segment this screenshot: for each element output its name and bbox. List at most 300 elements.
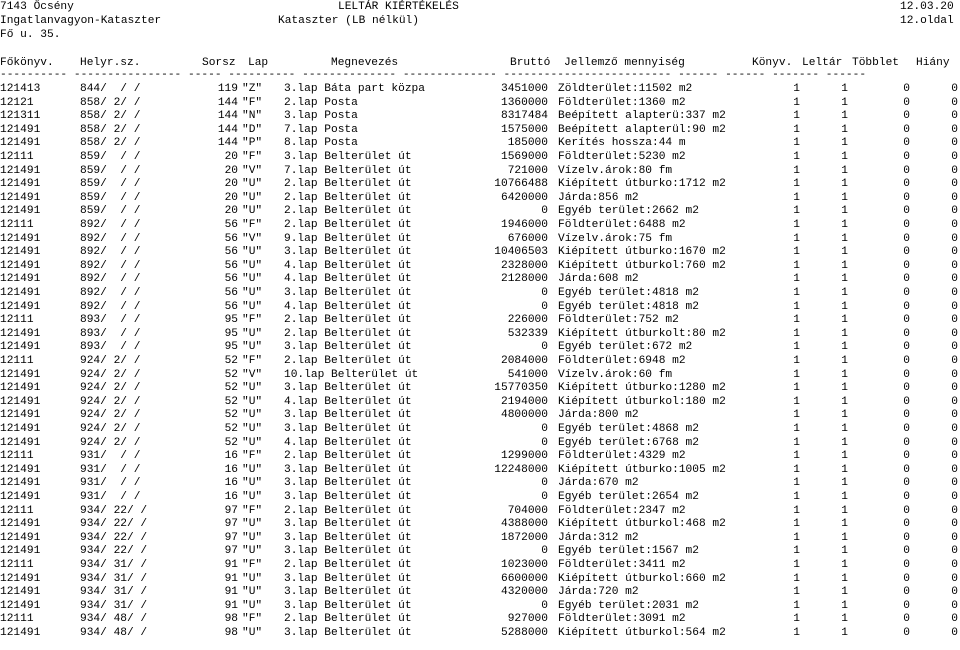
cell-tobblet: 0 [903,205,910,218]
cell-fokonyv: 121491 [0,436,41,449]
cell-megnevezes: 3.lap Belterület út [284,477,412,490]
cell-konyv: 1 [793,151,800,163]
cell-sorsz: 91 [224,559,238,571]
table-row [0,218,960,232]
table-row [0,150,960,164]
cell-jellemzo: Járda:670 m2 [558,477,639,490]
cell-jellemzo: Földterület:5230 m2 [558,151,686,163]
cell-hiany: 0 [951,110,958,123]
cell-lap: "F" [242,96,263,109]
cell-lap: "N" [242,110,263,123]
cell-brutto: 1946000 [501,219,548,231]
table-row [0,96,960,110]
table-row [0,245,960,259]
cell-konyv: 1 [793,477,800,490]
cell-lap: "U" [242,518,263,531]
cell-lap: "U" [242,273,263,286]
cell-megnevezes: 9.lap Belterület út [284,232,412,245]
cell-brutto: 5288000 [501,627,548,639]
cell-sorsz: 95 [224,314,238,327]
cell-tobblet: 0 [903,123,910,136]
cell-sorsz: 97 [224,531,238,544]
cell-hiany: 0 [951,463,958,476]
cell-tobblet: 0 [903,477,910,490]
cell-fokonyv: 121491 [0,327,41,340]
cell-leltar: 1 [841,341,848,354]
table-row [0,504,960,518]
cell-brutto: 1360000 [501,96,548,109]
cell-tobblet: 0 [903,327,910,340]
cell-fokonyv: 121491 [0,531,41,544]
cell-hiany: 0 [951,368,958,381]
cell-fokonyv: 121491 [0,477,41,490]
cell-helyrsz: 893/ / / [80,327,141,340]
cell-jellemzo: Földterület:752 m2 [558,314,679,327]
cell-jellemzo: Vízelv.árok:80 fm [558,164,673,177]
cell-sorsz: 144 [217,123,238,136]
cell-jellemzo: Kiépített útburko:1280 m2 [558,382,726,395]
cell-brutto: 0 [541,477,548,490]
cell-lap: "V" [242,232,263,245]
cell-megnevezes: 2.lap Belterület út [284,450,412,463]
cell-sorsz: 97 [224,504,238,517]
cell-helyrsz: 892/ / / [80,219,141,231]
cell-lap: "U" [242,599,263,612]
cell-tobblet: 0 [903,491,910,503]
cell-lap: "U" [242,423,263,435]
cell-konyv: 1 [793,423,800,435]
col-konyv: Könyv. [752,57,793,69]
cell-brutto: 8317484 [501,110,548,123]
cell-sorsz: 20 [224,205,238,218]
cell-konyv: 1 [793,531,800,544]
table-row [0,313,960,327]
cell-tobblet: 0 [903,518,910,531]
col-leltar: Leltár [802,57,843,69]
cell-brutto: 0 [541,599,548,612]
table-row [0,191,960,205]
col-helyrsz: Helyr.sz. [80,57,141,69]
cell-tobblet: 0 [903,83,910,95]
cell-brutto: 10766488 [494,178,548,191]
cell-leltar: 1 [841,463,848,476]
cell-fokonyv: 121491 [0,123,41,136]
cell-lap: "U" [242,586,263,599]
cell-jellemzo: Kiépített útburkol:660 m2 [558,572,726,585]
cell-hiany: 0 [951,191,958,204]
cell-lap: "U" [242,205,263,218]
table-row [0,422,960,436]
cell-tobblet: 0 [903,463,910,476]
cell-brutto: 6420000 [501,191,548,204]
cell-leltar: 1 [841,96,848,109]
cell-jellemzo: Földterület:6488 m2 [558,219,686,231]
cell-fokonyv: 121491 [0,491,41,503]
cell-helyrsz: 893/ / / [80,341,141,354]
cell-fokonyv: 121491 [0,232,41,245]
report-date: 12.03.20 [900,1,954,13]
register-name: Ingatlanvagyon-Kataszter [0,15,162,27]
cell-jellemzo: Kiépített útburkol:468 m2 [558,518,726,531]
cell-brutto: 1569000 [501,151,548,163]
cell-sorsz: 52 [224,395,238,408]
cell-leltar: 1 [841,300,848,313]
cell-jellemzo: Egyéb terület:672 m2 [558,341,693,354]
cell-fokonyv: 121491 [0,395,41,408]
cell-megnevezes: 3.lap Belterület út [284,463,412,476]
cell-leltar: 1 [841,110,848,123]
cell-brutto: 2194000 [501,395,548,408]
cell-helyrsz: 844/ / / [80,83,141,95]
cell-konyv: 1 [793,355,800,367]
cell-konyv: 1 [793,137,800,150]
cell-sorsz: 91 [224,599,238,612]
table-row [0,612,960,626]
page-number: 12.oldal [900,15,954,27]
cell-brutto: 0 [541,287,548,299]
cell-fokonyv: 121491 [0,382,41,395]
cell-leltar: 1 [841,450,848,463]
cell-leltar: 1 [841,178,848,191]
cell-konyv: 1 [793,219,800,231]
cell-megnevezes: 2.lap Belterület út [284,178,412,191]
cell-hiany: 0 [951,545,958,558]
cell-leltar: 1 [841,436,848,449]
cell-hiany: 0 [951,423,958,435]
cell-lap: "U" [242,409,263,422]
cell-konyv: 1 [793,599,800,612]
cell-leltar: 1 [841,273,848,286]
col-fokonyv: Főkönyv. [0,57,54,69]
cell-sorsz: 56 [224,219,238,231]
cell-fokonyv: 121491 [0,572,41,585]
cell-brutto: 1299000 [501,450,548,463]
cell-leltar: 1 [841,491,848,503]
cell-megnevezes: 2.lap Belterület út [284,219,412,231]
cell-hiany: 0 [951,300,958,313]
cell-fokonyv: 121491 [0,627,41,639]
cell-tobblet: 0 [903,504,910,517]
cell-konyv: 1 [793,96,800,109]
cell-jellemzo: Járda:608 m2 [558,273,639,286]
cell-sorsz: 98 [224,613,238,626]
cell-helyrsz: 858/ 2/ / [80,110,141,123]
cell-tobblet: 0 [903,599,910,612]
cell-lap: "U" [242,545,263,558]
cell-konyv: 1 [793,123,800,136]
cell-megnevezes: 3.lap Belterület út [284,518,412,531]
cell-konyv: 1 [793,178,800,191]
table-row [0,259,960,273]
cell-helyrsz: 892/ / / [80,300,141,313]
table-row [0,177,960,191]
cell-fokonyv: 12111 [0,355,34,367]
cell-leltar: 1 [841,327,848,340]
table-row [0,558,960,572]
cell-megnevezes: 4.lap Belterület út [284,300,412,313]
table-row [0,204,960,218]
cell-megnevezes: 3.lap Belterület út [284,627,412,639]
cell-jellemzo: Egyéb terület:6768 m2 [558,436,699,449]
cell-konyv: 1 [793,327,800,340]
cell-hiany: 0 [951,477,958,490]
cell-helyrsz: 931/ / / [80,463,141,476]
cell-jellemzo: Kiépített útburkol:180 m2 [558,395,726,408]
cell-lap: "U" [242,178,263,191]
cell-sorsz: 91 [224,586,238,599]
cell-brutto: 4800000 [501,409,548,422]
cell-sorsz: 20 [224,178,238,191]
cell-jellemzo: Beépített alapterü:337 m2 [558,110,726,123]
cell-megnevezes: 8.lap Posta [284,137,358,150]
cell-megnevezes: 4.lap Belterület út [284,273,412,286]
table-row [0,368,960,382]
cell-jellemzo: Járda:720 m2 [558,586,639,599]
cell-fokonyv: 121491 [0,409,41,422]
cell-leltar: 1 [841,314,848,327]
cell-jellemzo: Egyéb terület:4868 m2 [558,423,699,435]
cell-hiany: 0 [951,341,958,354]
cell-brutto: 4388000 [501,518,548,531]
cell-megnevezes: 10.lap Belterület út [284,368,419,381]
cell-lap: "U" [242,259,263,272]
cell-konyv: 1 [793,110,800,123]
cell-sorsz: 56 [224,273,238,286]
cell-hiany: 0 [951,287,958,299]
col-tobblet: Többlet [852,57,899,69]
cell-leltar: 1 [841,191,848,204]
cell-hiany: 0 [951,409,958,422]
cell-leltar: 1 [841,409,848,422]
cell-megnevezes: 3.lap Báta part közpa [284,83,425,95]
cell-brutto: 4320000 [501,586,548,599]
cell-leltar: 1 [841,205,848,218]
cell-brutto: 721000 [507,164,548,177]
table-row [0,585,960,599]
cell-brutto: 15770350 [494,382,548,395]
register-subtitle: Kataszter (LB nélkül) [278,15,419,27]
cell-fokonyv: 121491 [0,599,41,612]
cell-brutto: 676000 [507,232,548,245]
cell-fokonyv: 121413 [0,83,41,95]
cell-fokonyv: 121491 [0,423,41,435]
cell-helyrsz: 892/ / / [80,232,141,245]
cell-fokonyv: 121491 [0,191,41,204]
cell-sorsz: 56 [224,232,238,245]
cell-konyv: 1 [793,83,800,95]
table-row [0,544,960,558]
cell-fokonyv: 121491 [0,300,41,313]
cell-megnevezes: 4.lap Belterület út [284,436,412,449]
cell-helyrsz: 858/ 2/ / [80,96,141,109]
cell-konyv: 1 [793,273,800,286]
cell-leltar: 1 [841,259,848,272]
cell-tobblet: 0 [903,137,910,150]
cell-helyrsz: 859/ / / [80,205,141,218]
cell-megnevezes: 7.lap Posta [284,123,358,136]
cell-hiany: 0 [951,355,958,367]
cell-tobblet: 0 [903,341,910,354]
cell-sorsz: 144 [217,137,238,150]
cell-megnevezes: 4.lap Belterület út [284,395,412,408]
cell-helyrsz: 934/ 48/ / [80,627,148,639]
cell-tobblet: 0 [903,110,910,123]
cell-lap: "U" [242,436,263,449]
cell-sorsz: 91 [224,572,238,585]
table-row [0,572,960,586]
cell-sorsz: 144 [217,96,238,109]
cell-leltar: 1 [841,123,848,136]
cell-tobblet: 0 [903,96,910,109]
cell-megnevezes: 2.lap Belterület út [284,559,412,571]
cell-fokonyv: 121491 [0,287,41,299]
cell-helyrsz: 924/ 2/ / [80,355,141,367]
municipality-name: 7143 Őcsény [0,1,74,13]
cell-sorsz: 98 [224,627,238,639]
cell-konyv: 1 [793,518,800,531]
cell-brutto: 2328000 [501,259,548,272]
cell-tobblet: 0 [903,531,910,544]
cell-fokonyv: 121491 [0,137,41,150]
cell-tobblet: 0 [903,559,910,571]
cell-jellemzo: Kiépített útburkolt:80 m2 [558,327,726,340]
cell-brutto: 6600000 [501,572,548,585]
cell-lap: "Z" [242,83,263,95]
cell-helyrsz: 931/ / / [80,450,141,463]
cell-jellemzo: Földterület:6948 m2 [558,355,686,367]
cell-brutto: 2128000 [501,273,548,286]
cell-brutto: 1575000 [501,123,548,136]
cell-leltar: 1 [841,504,848,517]
cell-lap: "V" [242,164,263,177]
cell-hiany: 0 [951,450,958,463]
cell-hiany: 0 [951,627,958,639]
cell-brutto: 3451000 [501,83,548,95]
table-row [0,340,960,354]
cell-megnevezes: 3.lap Belterület út [284,246,412,259]
cell-leltar: 1 [841,368,848,381]
cell-hiany: 0 [951,613,958,626]
cell-konyv: 1 [793,450,800,463]
cell-fokonyv: 121491 [0,273,41,286]
cell-leltar: 1 [841,627,848,639]
cell-megnevezes: 2.lap Belterület út [284,314,412,327]
cell-tobblet: 0 [903,545,910,558]
cell-megnevezes: 3.lap Posta [284,110,358,123]
cell-konyv: 1 [793,232,800,245]
cell-leltar: 1 [841,137,848,150]
cell-jellemzo: Járda:312 m2 [558,531,639,544]
table-row [0,327,960,341]
cell-fokonyv: 12111 [0,613,34,626]
cell-brutto: 0 [541,205,548,218]
cell-tobblet: 0 [903,368,910,381]
cell-brutto: 2084000 [501,355,548,367]
cell-leltar: 1 [841,164,848,177]
table-row [0,300,960,314]
cell-helyrsz: 934/ 22/ / [80,545,148,558]
cell-jellemzo: Egyéb terület:4818 m2 [558,287,699,299]
cell-konyv: 1 [793,368,800,381]
col-hiany: Hiány [916,57,950,69]
cell-konyv: 1 [793,572,800,585]
cell-leltar: 1 [841,287,848,299]
cell-jellemzo: Földterület:2347 m2 [558,504,686,517]
cell-helyrsz: 924/ 2/ / [80,409,141,422]
table-row [0,136,960,150]
table-row [0,626,960,640]
cell-jellemzo: Vízelv.árok:75 fm [558,232,673,245]
cell-brutto: 927000 [507,613,548,626]
cell-leltar: 1 [841,599,848,612]
cell-tobblet: 0 [903,246,910,259]
cell-tobblet: 0 [903,300,910,313]
cell-hiany: 0 [951,395,958,408]
cell-konyv: 1 [793,191,800,204]
cell-tobblet: 0 [903,287,910,299]
cell-helyrsz: 924/ 2/ / [80,395,141,408]
cell-tobblet: 0 [903,436,910,449]
cell-jellemzo: Egyéb terület:4818 m2 [558,300,699,313]
cell-hiany: 0 [951,314,958,327]
cell-lap: "F" [242,450,263,463]
cell-helyrsz: 931/ / / [80,491,141,503]
cell-megnevezes: 3.lap Belterület út [284,599,412,612]
cell-sorsz: 95 [224,327,238,340]
cell-hiany: 0 [951,232,958,245]
cell-fokonyv: 121491 [0,518,41,531]
cell-leltar: 1 [841,151,848,163]
cell-leltar: 1 [841,423,848,435]
cell-lap: "U" [242,531,263,544]
header-line-2 [0,14,960,28]
cell-leltar: 1 [841,545,848,558]
table-row [0,123,960,137]
cell-fokonyv: 121491 [0,205,41,218]
cell-helyrsz: 934/ 31/ / [80,586,148,599]
separator-dashes: ---------- ---------------- ----- ---------- -------------- -------------- ------------------------- ------ ------ ------- ------ [0,69,867,81]
cell-lap: "F" [242,559,263,571]
cell-hiany: 0 [951,327,958,340]
cell-helyrsz: 859/ / / [80,178,141,191]
cell-jellemzo: Egyéb terület:2654 m2 [558,491,699,503]
report-title: LELTÁR KIÉRTÉKELÉS [338,1,459,13]
cell-jellemzo: Kiépített útburko:1670 m2 [558,246,726,259]
cell-lap: "V" [242,368,263,381]
cell-helyrsz: 934/ 22/ / [80,518,148,531]
cell-sorsz: 52 [224,436,238,449]
cell-konyv: 1 [793,586,800,599]
cell-lap: "U" [242,327,263,340]
col-megnevezes: Megnevezés [331,57,399,69]
cell-tobblet: 0 [903,355,910,367]
cell-tobblet: 0 [903,382,910,395]
cell-megnevezes: 3.lap Belterület út [284,423,412,435]
cell-fokonyv: 12111 [0,219,34,231]
cell-jellemzo: Földterület:1360 m2 [558,96,686,109]
cell-helyrsz: 859/ / / [80,151,141,163]
cell-lap: "F" [242,314,263,327]
cell-tobblet: 0 [903,219,910,231]
cell-fokonyv: 121491 [0,178,41,191]
cell-lap: "F" [242,219,263,231]
cell-leltar: 1 [841,219,848,231]
cell-fokonyv: 121491 [0,586,41,599]
cell-megnevezes: 7.lap Belterület út [284,164,412,177]
cell-fokonyv: 12111 [0,314,34,327]
cell-brutto: 10406503 [494,246,548,259]
cell-lap: "U" [242,477,263,490]
